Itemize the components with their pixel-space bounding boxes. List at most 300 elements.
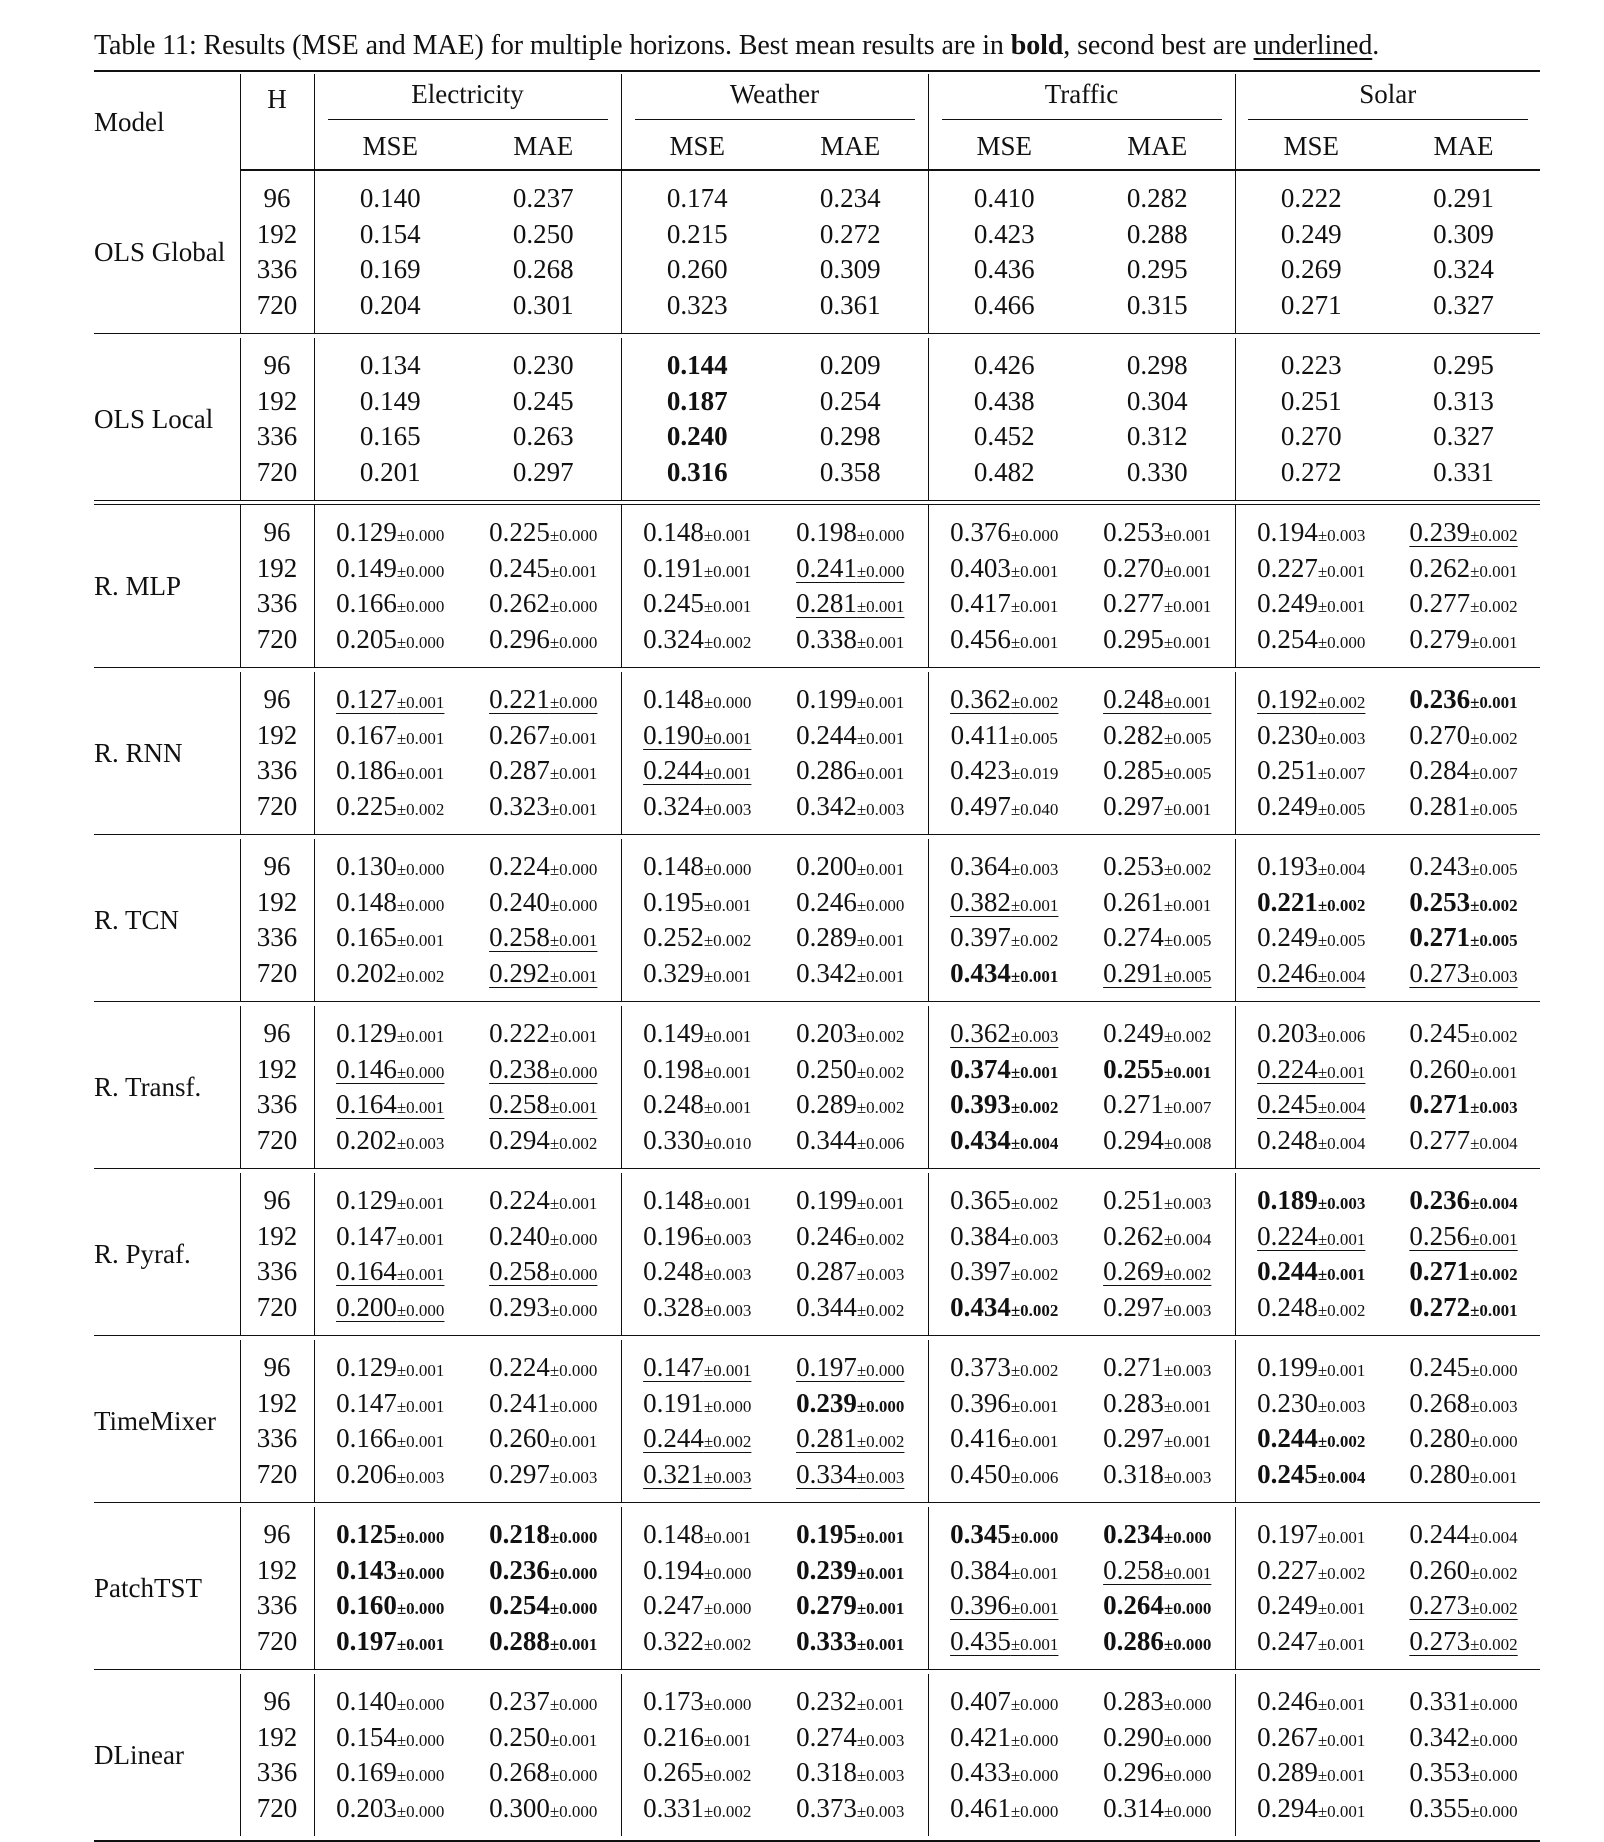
metric-cell [621, 920, 773, 956]
metric-std: ±0.000 [1010, 1801, 1059, 1821]
metric-value: 0.240 [666, 421, 728, 452]
metric-value: 0.382 [950, 886, 1011, 917]
metric-std: ±0.001 [396, 1634, 445, 1654]
metric-cell [466, 181, 621, 217]
metric-value: 0.249 [1103, 1018, 1164, 1049]
metric-value: 0.330 [1126, 456, 1188, 487]
metric-cell [466, 551, 621, 587]
caption-underline-word: underlined [1253, 30, 1373, 61]
metric-cell [466, 1517, 621, 1553]
metric-value: 0.314 [1103, 1792, 1164, 1823]
metric-cell [621, 1517, 773, 1553]
model-name: TimeMixer [94, 1405, 217, 1436]
metric-cell [621, 1183, 773, 1219]
metric-value: 0.203 [796, 1018, 857, 1049]
metric-cell [928, 252, 1080, 288]
metric-std: ±0.000 [1163, 1528, 1212, 1548]
metric-cell [466, 1457, 621, 1493]
metric-std: ±0.000 [856, 895, 905, 915]
metric-std: ±0.003 [1470, 1098, 1518, 1118]
metric-std: ±0.002 [1470, 895, 1518, 915]
metric-value: 0.249 [1257, 790, 1318, 821]
header-metric: MAE [1387, 124, 1540, 170]
metric-std: ±0.000 [856, 561, 905, 581]
metric-cell [621, 849, 773, 885]
metric-value: 0.286 [1103, 1625, 1164, 1656]
metric-cell [773, 956, 928, 992]
metric-cell [621, 622, 773, 658]
header-metric: MAE [1080, 124, 1235, 170]
metric-value: 0.224 [489, 1352, 550, 1383]
caption-middle: , second best are [1063, 30, 1254, 61]
metric-std: ±0.004 [1317, 966, 1366, 986]
metric-cell [773, 1052, 928, 1088]
metric-value: 0.254 [489, 1590, 550, 1621]
metric-std: ±0.002 [1470, 1599, 1518, 1619]
metric-value: 0.271 [1409, 1089, 1471, 1120]
horizon-cell: 192 [240, 1553, 314, 1589]
metric-std: ±0.001 [1317, 1766, 1366, 1786]
metric-value: 0.272 [1280, 456, 1342, 487]
metric-value: 0.262 [1103, 1220, 1164, 1251]
metric-cell [1235, 622, 1387, 658]
metric-value: 0.297 [1103, 1423, 1164, 1454]
metric-cell [1080, 1290, 1235, 1326]
metric-value: 0.274 [796, 1721, 857, 1752]
metric-cell [1387, 1684, 1540, 1720]
metric-value: 0.328 [643, 1291, 704, 1322]
metric-value: 0.384 [950, 1220, 1011, 1251]
metric-value: 0.149 [359, 385, 421, 416]
metric-cell [314, 1517, 466, 1553]
metric-cell [314, 455, 466, 491]
metric-std: ±0.001 [1163, 1563, 1212, 1583]
metric-std: ±0.001 [856, 931, 905, 951]
horizon-cell: 720 [240, 1791, 314, 1827]
metric-value: 0.203 [1257, 1018, 1318, 1049]
metric-value: 0.273 [1409, 1590, 1471, 1621]
metric-cell [466, 753, 621, 789]
metric-cell [621, 1016, 773, 1052]
metric-value: 0.238 [489, 1053, 550, 1084]
metric-value: 0.433 [950, 1757, 1011, 1788]
metric-value: 0.268 [1409, 1387, 1471, 1418]
metric-std: ±0.001 [703, 1528, 752, 1548]
metric-cell [1080, 1087, 1235, 1123]
horizon-cell: 192 [240, 1219, 314, 1255]
metric-cell [466, 718, 621, 754]
metric-cell [1235, 1720, 1387, 1756]
metric-cell [773, 384, 928, 420]
metric-cell [1387, 1052, 1540, 1088]
metric-value: 0.434 [950, 1291, 1011, 1322]
metric-value: 0.297 [489, 1458, 550, 1489]
metric-value: 0.277 [1409, 588, 1471, 619]
table-row [94, 1588, 1540, 1624]
metric-value: 0.289 [796, 1089, 857, 1120]
metric-value: 0.222 [489, 1018, 550, 1049]
metric-std: ±0.001 [1317, 1730, 1366, 1750]
metric-value: 0.246 [1257, 957, 1318, 988]
metric-std: ±0.001 [1317, 1695, 1366, 1715]
metric-std: ±0.000 [396, 1528, 445, 1548]
metric-value: 0.280 [1409, 1458, 1471, 1489]
metric-std: ±0.000 [549, 632, 598, 652]
metric-std: ±0.001 [1163, 895, 1212, 915]
metric-value: 0.196 [643, 1220, 704, 1251]
table-row [94, 753, 1540, 789]
metric-std: ±0.000 [1163, 1599, 1212, 1619]
metric-cell [1080, 551, 1235, 587]
metric-value: 0.195 [796, 1519, 857, 1550]
metric-cell [928, 288, 1080, 324]
metric-cell [1235, 1123, 1387, 1159]
metric-std: ±0.000 [1163, 1766, 1212, 1786]
horizon-cell: 720 [240, 1123, 314, 1159]
metric-cell [314, 849, 466, 885]
metric-std: ±0.002 [856, 1300, 905, 1320]
metric-cell [773, 1517, 928, 1553]
metric-std: ±0.000 [703, 1563, 752, 1583]
metric-std: ±0.001 [703, 764, 752, 784]
metric-std: ±0.003 [396, 1133, 445, 1153]
horizon-cell: 720 [240, 1624, 314, 1660]
metric-std: ±0.000 [856, 1396, 905, 1416]
horizon-cell: 96 [240, 1183, 314, 1219]
metric-cell [1387, 1183, 1540, 1219]
metric-std: ±0.002 [1010, 1194, 1059, 1214]
metric-std: ±0.001 [1010, 561, 1059, 581]
metric-cell [1235, 1791, 1387, 1827]
metric-cell [621, 1755, 773, 1791]
metric-cell [1387, 1553, 1540, 1589]
metric-std: ±0.002 [1010, 693, 1059, 713]
metric-std: ±0.002 [856, 1098, 905, 1118]
metric-std: ±0.005 [1010, 728, 1058, 748]
metric-cell [773, 1720, 928, 1756]
metric-std: ±0.000 [396, 1300, 445, 1320]
metric-value: 0.129 [336, 517, 397, 548]
metric-std: ±0.001 [396, 1194, 445, 1214]
table-row [94, 718, 1540, 754]
metric-value: 0.267 [489, 719, 550, 750]
metric-std: ±0.002 [1470, 1027, 1518, 1047]
metric-cell [773, 455, 928, 491]
metric-std: ±0.000 [1010, 1766, 1059, 1786]
metric-value: 0.268 [489, 1757, 550, 1788]
metric-value: 0.426 [973, 350, 1035, 381]
metric-cell [1080, 181, 1235, 217]
metric-cell [928, 181, 1080, 217]
metric-std: ±0.001 [1163, 632, 1212, 652]
table-row [94, 956, 1540, 992]
metric-std: ±0.001 [549, 728, 598, 748]
metric-value: 0.277 [1409, 1124, 1471, 1155]
metric-value: 0.364 [950, 851, 1011, 882]
metric-std: ±0.000 [396, 1062, 445, 1082]
metric-std: ±0.002 [856, 1027, 905, 1047]
metric-cell [314, 885, 466, 921]
metric-cell [1387, 753, 1540, 789]
metric-cell [314, 1624, 466, 1660]
header-metric: MSE [928, 124, 1080, 170]
metric-value: 0.313 [1433, 385, 1494, 416]
metric-value: 0.160 [336, 1590, 397, 1621]
metric-std: ±0.001 [396, 764, 445, 784]
metric-value: 0.202 [336, 957, 397, 988]
metric-cell [314, 1254, 466, 1290]
metric-value: 0.295 [1103, 623, 1164, 654]
metric-cell [1387, 1254, 1540, 1290]
table-row [94, 1720, 1540, 1756]
metric-cell [621, 348, 773, 384]
metric-std: ±0.002 [1163, 1265, 1212, 1285]
metric-cell [1080, 1720, 1235, 1756]
metric-value: 0.245 [1409, 1352, 1471, 1383]
metric-cell [1387, 1350, 1540, 1386]
metric-std: ±0.000 [1470, 1695, 1518, 1715]
metric-cell [621, 1588, 773, 1624]
metric-std: ±0.001 [1163, 799, 1212, 819]
metric-value: 0.263 [512, 421, 574, 452]
metric-std: ±0.001 [703, 1062, 752, 1082]
horizon-cell: 96 [240, 1350, 314, 1386]
metric-cell [1235, 252, 1387, 288]
metric-std: ±0.002 [1163, 860, 1212, 880]
metric-std: ±0.004 [1470, 1528, 1518, 1548]
metric-cell [1235, 1087, 1387, 1123]
metric-cell [928, 1183, 1080, 1219]
table-row [94, 1290, 1540, 1326]
metric-value: 0.461 [950, 1792, 1011, 1823]
metric-cell [1235, 789, 1387, 825]
metric-cell [773, 288, 928, 324]
metric-cell [621, 586, 773, 622]
metric-cell [1235, 682, 1387, 718]
metric-value: 0.193 [1257, 851, 1318, 882]
metric-cell [1387, 288, 1540, 324]
metric-value: 0.240 [489, 886, 550, 917]
metric-cell [1387, 586, 1540, 622]
metric-value: 0.224 [489, 851, 550, 882]
metric-cell [621, 1386, 773, 1422]
horizon-cell: 192 [240, 885, 314, 921]
metric-value: 0.209 [819, 350, 881, 381]
metric-value: 0.260 [489, 1423, 550, 1454]
metric-value: 0.342 [796, 957, 857, 988]
metric-value: 0.288 [1126, 218, 1188, 249]
metric-std: ±0.000 [396, 1801, 445, 1821]
metric-value: 0.236 [1409, 684, 1471, 715]
table-row [94, 515, 1540, 551]
metric-cell [1235, 384, 1387, 420]
metric-std: ±0.040 [1010, 799, 1059, 819]
metric-std: ±0.005 [1163, 966, 1212, 986]
metric-cell [621, 455, 773, 491]
metric-cell [1387, 849, 1540, 885]
metric-value: 0.482 [973, 456, 1035, 487]
metric-cell [1387, 885, 1540, 921]
metric-cell [1235, 1290, 1387, 1326]
metric-cell [1080, 217, 1235, 253]
metric-cell [773, 1016, 928, 1052]
metric-value: 0.410 [973, 183, 1035, 214]
metric-cell [1235, 1588, 1387, 1624]
metric-cell [466, 1553, 621, 1589]
metric-std: ±0.005 [1163, 728, 1212, 748]
metric-cell [621, 885, 773, 921]
metric-cell [928, 217, 1080, 253]
metric-value: 0.236 [489, 1554, 550, 1585]
metric-std: ±0.001 [396, 728, 445, 748]
metric-std: ±0.003 [703, 1229, 752, 1249]
metric-std: ±0.003 [703, 1467, 752, 1487]
metric-value: 0.149 [643, 1018, 704, 1049]
metric-std: ±0.000 [549, 1766, 598, 1786]
metric-std: ±0.001 [856, 1695, 905, 1715]
metric-value: 0.189 [1257, 1185, 1318, 1216]
metric-cell [466, 1254, 621, 1290]
metric-cell [1235, 455, 1387, 491]
table-row [94, 849, 1540, 885]
metric-cell [314, 1386, 466, 1422]
table-row [94, 920, 1540, 956]
metric-value: 0.436 [973, 254, 1035, 285]
metric-value: 0.345 [950, 1519, 1011, 1550]
metric-cell [621, 1624, 773, 1660]
metric-std: ±0.001 [856, 597, 905, 617]
metric-value: 0.147 [643, 1352, 704, 1383]
metric-cell [314, 1421, 466, 1457]
horizon-cell: 336 [240, 1588, 314, 1624]
metric-cell [314, 384, 466, 420]
metric-cell [1080, 1219, 1235, 1255]
metric-cell [1387, 1219, 1540, 1255]
metric-value: 0.144 [666, 350, 728, 381]
metric-value: 0.397 [950, 922, 1011, 953]
metric-value: 0.289 [796, 922, 857, 953]
metric-cell [621, 1219, 773, 1255]
metric-value: 0.331 [1433, 456, 1494, 487]
metric-cell [466, 622, 621, 658]
metric-value: 0.230 [1257, 1387, 1318, 1418]
metric-std: ±0.002 [703, 1432, 752, 1452]
metric-std: ±0.000 [396, 1695, 445, 1715]
metric-cell [773, 1087, 928, 1123]
metric-cell [928, 789, 1080, 825]
metric-value: 0.297 [1103, 790, 1164, 821]
metric-std: ±0.003 [1163, 1300, 1212, 1320]
metric-cell [1387, 384, 1540, 420]
metric-value: 0.248 [643, 1256, 704, 1287]
metric-std: ±0.000 [396, 860, 445, 880]
metric-std: ±0.001 [856, 1194, 905, 1214]
metric-value: 0.269 [1280, 254, 1342, 285]
metric-std: ±0.000 [856, 1361, 905, 1381]
metric-value: 0.333 [796, 1625, 857, 1656]
metric-cell [621, 1123, 773, 1159]
metric-value: 0.194 [643, 1554, 704, 1585]
metric-value: 0.248 [1257, 1291, 1318, 1322]
metric-cell [773, 1624, 928, 1660]
metric-value: 0.270 [1409, 719, 1471, 750]
metric-std: ±0.004 [1317, 1133, 1366, 1153]
horizon-cell: 720 [240, 956, 314, 992]
metric-std: ±0.001 [396, 1361, 445, 1381]
metric-value: 0.198 [796, 517, 857, 548]
metric-std: ±0.001 [703, 1027, 752, 1047]
metric-value: 0.327 [1433, 289, 1494, 320]
horizon-cell: 336 [240, 1755, 314, 1791]
metric-value: 0.227 [1257, 1554, 1318, 1585]
table-row [94, 455, 1540, 491]
metric-cell [1235, 1684, 1387, 1720]
metric-cell [1080, 885, 1235, 921]
metric-value: 0.203 [336, 1792, 397, 1823]
metric-std: ±0.000 [549, 1563, 598, 1583]
metric-std: ±0.001 [1163, 1432, 1212, 1452]
metric-value: 0.281 [796, 1423, 857, 1454]
metric-std: ±0.003 [1163, 1467, 1212, 1487]
metric-cell [1080, 1386, 1235, 1422]
metric-cell [1080, 1684, 1235, 1720]
metric-std: ±0.003 [1317, 1396, 1366, 1416]
metric-value: 0.206 [336, 1458, 397, 1489]
metric-std: ±0.003 [703, 1265, 752, 1285]
metric-value: 0.225 [336, 790, 397, 821]
metric-std: ±0.002 [396, 799, 445, 819]
metric-std: ±0.000 [1163, 1695, 1212, 1715]
metric-std: ±0.019 [1010, 764, 1059, 784]
metric-std: ±0.001 [549, 931, 598, 951]
model-name: PatchTST [94, 1572, 202, 1603]
metric-cell [773, 622, 928, 658]
metric-std: ±0.002 [1470, 728, 1518, 748]
metric-value: 0.129 [336, 1185, 397, 1216]
metric-cell [1235, 1755, 1387, 1791]
horizon-cell: 96 [240, 1517, 314, 1553]
table-row [94, 1553, 1540, 1589]
metric-cell [466, 1087, 621, 1123]
metric-std: ±0.001 [549, 1634, 598, 1654]
metric-value: 0.166 [336, 1423, 397, 1454]
metric-cell [314, 1183, 466, 1219]
metric-std: ±0.003 [1470, 1396, 1518, 1416]
metric-value: 0.270 [1280, 421, 1342, 452]
metric-value: 0.324 [643, 623, 704, 654]
metric-std: ±0.001 [1317, 1361, 1366, 1381]
metric-cell [1080, 586, 1235, 622]
metric-cell [773, 1386, 928, 1422]
metric-std: ±0.005 [1317, 931, 1366, 951]
metric-value: 0.221 [489, 684, 550, 715]
metric-value: 0.316 [666, 456, 728, 487]
metric-cell [773, 1183, 928, 1219]
metric-std: ±0.000 [1470, 1801, 1518, 1821]
metric-cell [773, 1755, 928, 1791]
metric-value: 0.262 [1409, 552, 1471, 583]
metric-value: 0.298 [1126, 350, 1188, 381]
model-name: R. MLP [94, 570, 182, 601]
metric-cell [1235, 181, 1387, 217]
metric-cell [1387, 1421, 1540, 1457]
metric-cell [773, 1219, 928, 1255]
metric-cell [1387, 789, 1540, 825]
metric-std: ±0.000 [549, 693, 598, 713]
metric-value: 0.246 [796, 886, 857, 917]
metric-value: 0.221 [1257, 886, 1318, 917]
horizon-cell: 336 [240, 1254, 314, 1290]
